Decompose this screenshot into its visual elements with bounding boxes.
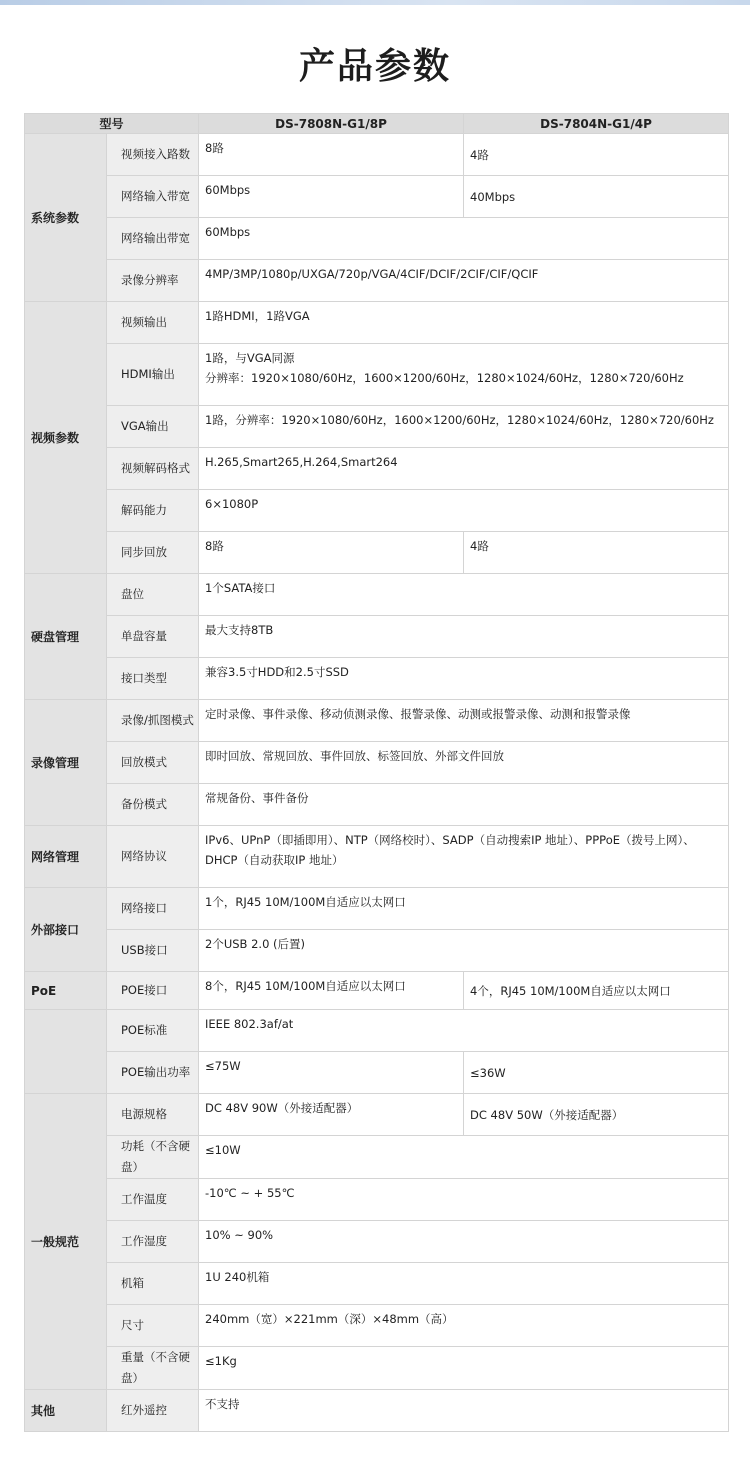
table-row — [25, 1221, 729, 1263]
value-shared: 240mm（宽）×221mm（深）×48mm（高） — [199, 1305, 729, 1347]
value-shared: 1路，分辨率：1920×1080/60Hz，1600×1200/60Hz，1280×1024/60Hz，1280×720/60Hz — [199, 406, 729, 448]
section-general: 一般规范 — [25, 1094, 107, 1390]
table-row — [25, 1094, 729, 1136]
table-row — [25, 134, 729, 176]
param-label: 视频输出 — [107, 302, 199, 344]
value-shared: H.265,Smart265,H.264,Smart264 — [199, 448, 729, 490]
table-row — [25, 1263, 729, 1305]
top-accent-bar — [0, 0, 750, 5]
value-shared — [199, 344, 729, 406]
table-row — [25, 1052, 729, 1094]
table-row — [25, 302, 729, 344]
param-label: 单盘容量 — [107, 616, 199, 658]
table-header-row — [25, 114, 729, 134]
table-row — [25, 742, 729, 784]
section-video: 视频参数 — [25, 302, 107, 574]
param-label: 录像/抓图模式 — [107, 700, 199, 742]
table-row — [25, 1305, 729, 1347]
table-row — [25, 490, 729, 532]
value-shared: IEEE 802.3af/at — [199, 1010, 729, 1052]
section-external: 外部接口 — [25, 888, 107, 972]
value-b: 4个，RJ45 10M/100M自适应以太网口 — [464, 972, 729, 1010]
model-label: 型号 — [25, 114, 199, 134]
table-row — [25, 930, 729, 972]
param-label: HDMI输出 — [107, 344, 199, 406]
section-poe: PoE — [25, 972, 107, 1010]
table-row — [25, 176, 729, 218]
value-shared: 1U 240机箱 — [199, 1263, 729, 1305]
value-a: 8路 — [199, 134, 464, 176]
param-label: 盘位 — [107, 574, 199, 616]
hdmi-line-2: 分辨率：1920×1080/60Hz，1600×1200/60Hz，1280×1024/60Hz，1280×720/60Hz — [205, 371, 684, 385]
param-label: VGA输出 — [107, 406, 199, 448]
param-label: 备份模式 — [107, 784, 199, 826]
value-shared: 最大支持8TB — [199, 616, 729, 658]
param-label: 视频解码格式 — [107, 448, 199, 490]
value-shared: 定时录像、事件录像、移动侦测录像、报警录像、动测或报警录像、动测和报警录像 — [199, 700, 729, 742]
value-a: 8个，RJ45 10M/100M自适应以太网口 — [199, 972, 464, 1010]
table-row — [25, 260, 729, 302]
param-label: 网络接口 — [107, 888, 199, 930]
value-shared: 1个，RJ45 10M/100M自适应以太网口 — [199, 888, 729, 930]
section-disk: 硬盘管理 — [25, 574, 107, 700]
table-row — [25, 344, 729, 406]
param-label: 机箱 — [107, 1263, 199, 1305]
section-network: 网络管理 — [25, 826, 107, 888]
param-label: 工作湿度 — [107, 1221, 199, 1263]
param-label: 解码能力 — [107, 490, 199, 532]
value-shared: 即时回放、常规回放、事件回放、标签回放、外部文件回放 — [199, 742, 729, 784]
value-shared: ≤10W — [199, 1136, 729, 1179]
param-label: 视频接入路数 — [107, 134, 199, 176]
value-a: ≤75W — [199, 1052, 464, 1094]
value-b: 40Mbps — [464, 176, 729, 218]
section-poe-blank — [25, 1010, 107, 1094]
value-b: 4路 — [464, 134, 729, 176]
table-row — [25, 972, 729, 1010]
value-shared: -10℃ ~ + 55℃ — [199, 1179, 729, 1221]
param-label: POE输出功率 — [107, 1052, 199, 1094]
param-label: 网络输入带宽 — [107, 176, 199, 218]
param-label: 工作温度 — [107, 1179, 199, 1221]
value-b: 4路 — [464, 532, 729, 574]
table-row — [25, 218, 729, 260]
spec-table — [24, 113, 729, 1432]
value-a: DC 48V 90W（外接适配器） — [199, 1094, 464, 1136]
value-shared: 60Mbps — [199, 218, 729, 260]
param-label: 尺寸 — [107, 1305, 199, 1347]
value-a: 60Mbps — [199, 176, 464, 218]
param-label: 重量（不含硬盘） — [107, 1347, 199, 1390]
table-row — [25, 1010, 729, 1052]
param-label: 网络协议 — [107, 826, 199, 888]
table-row — [25, 888, 729, 930]
param-label: 功耗（不含硬盘） — [107, 1136, 199, 1179]
value-a: 8路 — [199, 532, 464, 574]
value-b: DC 48V 50W（外接适配器） — [464, 1094, 729, 1136]
value-shared: 兼容3.5寸HDD和2.5寸SSD — [199, 658, 729, 700]
table-row — [25, 700, 729, 742]
param-label: 接口类型 — [107, 658, 199, 700]
table-row — [25, 784, 729, 826]
table-row — [25, 574, 729, 616]
param-label: USB接口 — [107, 930, 199, 972]
value-shared: 不支持 — [199, 1390, 729, 1432]
table-row — [25, 532, 729, 574]
page-title: 产品参数 — [298, 46, 451, 87]
table-row — [25, 616, 729, 658]
value-shared: 1路HDMI，1路VGA — [199, 302, 729, 344]
section-other: 其他 — [25, 1390, 107, 1432]
table-row — [25, 406, 729, 448]
param-label: 电源规格 — [107, 1094, 199, 1136]
value-shared: 6×1080P — [199, 490, 729, 532]
value-shared: ≤1Kg — [199, 1347, 729, 1390]
value-shared: 2个USB 2.0 (后置) — [199, 930, 729, 972]
table-row — [25, 1136, 729, 1179]
table-row — [25, 1179, 729, 1221]
table-row — [25, 448, 729, 490]
value-shared: 1个SATA接口 — [199, 574, 729, 616]
model-b: DS-7804N-G1/4P — [464, 114, 729, 134]
param-label: 录像分辨率 — [107, 260, 199, 302]
section-system: 系统参数 — [25, 134, 107, 302]
section-record: 录像管理 — [25, 700, 107, 826]
value-shared: 常规备份、事件备份 — [199, 784, 729, 826]
param-label: 同步回放 — [107, 532, 199, 574]
value-shared: IPv6、UPnP（即插即用）、NTP（网络校时）、SADP（自动搜索IP 地址）、PPPoE（拨号上网）、DHCP（自动获取IP 地址） — [199, 826, 729, 888]
param-label: POE标准 — [107, 1010, 199, 1052]
hdmi-line-1: 1路，与VGA同源 — [205, 351, 295, 365]
param-label: 回放模式 — [107, 742, 199, 784]
model-a: DS-7808N-G1/8P — [199, 114, 464, 134]
value-shared: 4MP/3MP/1080p/UXGA/720p/VGA/4CIF/DCIF/2CIF/CIF/QCIF — [199, 260, 729, 302]
param-label: 红外遥控 — [107, 1390, 199, 1432]
param-label: POE接口 — [107, 972, 199, 1010]
table-row — [25, 1347, 729, 1390]
param-label: 网络输出带宽 — [107, 218, 199, 260]
table-row — [25, 1390, 729, 1432]
table-row — [25, 826, 729, 888]
value-b: ≤36W — [464, 1052, 729, 1094]
value-shared: 10% ~ 90% — [199, 1221, 729, 1263]
table-row — [25, 658, 729, 700]
